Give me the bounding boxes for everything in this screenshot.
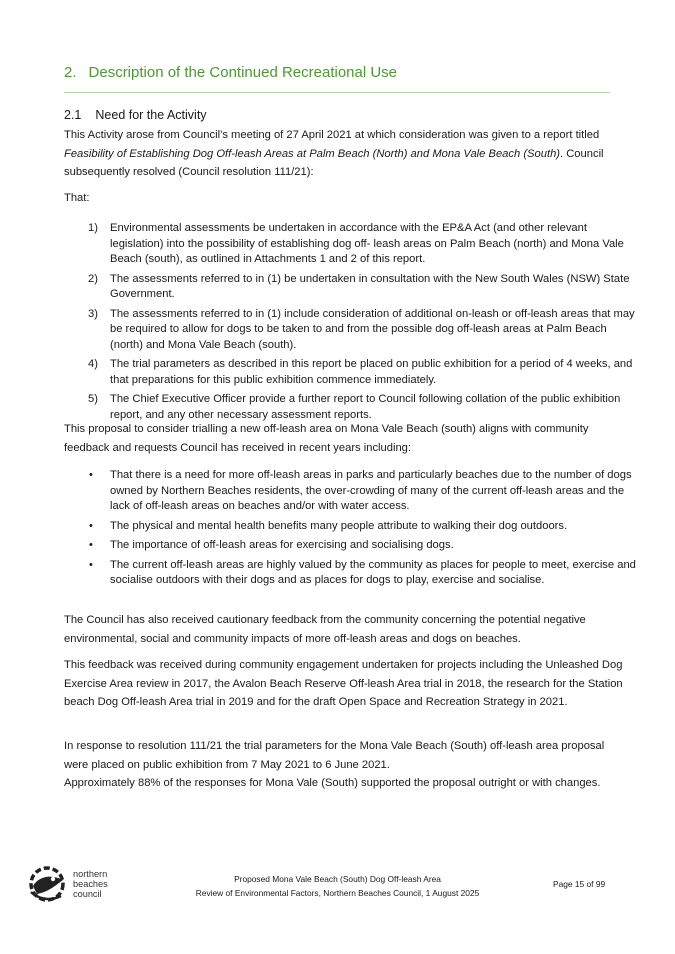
cautionary-paragraph: The Council has also received cautionary feedback from the community concerning the potential negative environmental, social and community impacts of more off-leash areas and dogs on beaches.: [64, 614, 586, 645]
bullet-marker: •: [89, 539, 93, 551]
feedback-list: [64, 468, 639, 593]
report-title: Feasibility of Establishing Dog Off-leash Areas at Palm Beach (North) and Mona Vale Beach (South): [64, 147, 561, 160]
list-item: [64, 519, 639, 535]
intro-text-part1: This Activity arose from Council’s meeting of 27 April 2021 at which consideration was given to a report titled: [64, 129, 600, 141]
list-item-text: That there is a need for more off-leash areas in parks and particularly beaches due to the number of dogs owned by Northern Beaches residents, the over-crowding of many of the current off-leash areas and the lack of off-leash areas on beaches and/or with water access.: [110, 469, 632, 512]
list-item-text: The current off-leash areas are highly valued by the community as places for people to meet, exercise and socialise outdoors with their dogs and as places for dogs to play, exercise and socialise.: [110, 558, 636, 586]
subsection-heading: [64, 108, 207, 122]
list-item: [64, 272, 639, 303]
response-paragraph: [64, 737, 624, 793]
list-item-text: The trial parameters as described in this report be placed on public exhibition for a period of 4 weeks, and that preparations for this public exhibition commence immediately.: [110, 358, 633, 386]
footer-line-1: Proposed Mona Vale Beach (South) Dog Off-leash Area: [234, 874, 441, 884]
engagement-paragraph: This feedback was received during community engagement undertaken for projects including the Unleashed Dog Exercise Area review in 2017, the Avalon Beach Reserve Off-leash Area trial in 2018, the research for the Station beach Dog Off-leash Area trial in 2019 and for the draft Open Space and Recreation Strategy in 2021.: [64, 659, 623, 709]
list-item-text: The Chief Executive Officer provide a further report to Council following collation of the public exhibition report, and any other necessary assessment reports.: [110, 393, 621, 421]
list-item-text: The assessments referred to in (1) be undertaken in consultation with the New South Wales (NSW) State Government.: [110, 272, 630, 300]
list-item: [64, 538, 639, 554]
bullet-marker: •: [89, 469, 93, 481]
list-item-text: The assessments referred to in (1) include consideration of additional on-leash or off-leash areas that may be required to allow for dogs to be taken to and from the possible dog off-leash areas at Palm Beach (north) and Mona Vale Beach (south).: [110, 307, 635, 351]
list-marker: 1): [88, 222, 98, 234]
list-item: [64, 221, 639, 268]
logo-line: northern: [73, 869, 108, 879]
list-marker: 4): [88, 358, 98, 370]
list-item-text: The physical and mental health benefits many people attribute to walking their dog outdoors.: [110, 519, 568, 532]
list-marker: 2): [88, 272, 98, 285]
intro-paragraph: [64, 126, 624, 182]
list-item-text: The importance of off-leash areas for exercising and socialising dogs.: [110, 539, 454, 551]
page-number: Page 15 of 99: [553, 879, 606, 889]
response-line-1: In response to resolution 111/21 the trial parameters for the Mona Vale Beach (South) off-leash area proposal were placed on public exhibition from 7 May 2021 to 6 June 2021.: [64, 740, 605, 771]
logo-line: council: [73, 889, 102, 899]
list-item: [64, 558, 639, 589]
section-title: Description of the Continued Recreational Use: [88, 64, 398, 81]
subsection-number: 2.1: [64, 108, 82, 122]
resolution-list: [64, 221, 639, 427]
list-item: [64, 307, 639, 354]
bullet-marker: •: [89, 558, 93, 571]
subsection-title: Need for the Activity: [95, 108, 207, 122]
list-item: [64, 468, 639, 515]
bullet-marker: •: [89, 519, 93, 532]
logo-line: beaches: [73, 879, 108, 889]
list-item: [64, 392, 639, 423]
list-item-text: Environmental assessments be undertaken in accordance with the EP&A Act (and other relevant legislation) into the possibility of establishing dog off- leash areas on Palm Beach (north) and Mona Vale Beach (south), as outlined in Attachments 1 and 2 of this report.: [110, 222, 624, 265]
intro-text-part2: . Council subsequently resolved (Council resolution 111/21):: [64, 147, 604, 179]
list-item: [64, 357, 639, 388]
section-number: 2.: [64, 64, 77, 81]
footer-line-2: Review of Environmental Factors, Northern Beaches Council, 1 August 2025: [195, 888, 480, 898]
list-marker: 3): [88, 307, 98, 320]
that-label: That:: [64, 192, 90, 204]
response-line-2: Approximately 88% of the responses for Mona Vale (South) supported the proposal outright or with changes.: [64, 777, 601, 790]
section-heading: [64, 64, 610, 93]
list-marker: 5): [88, 393, 98, 405]
proposal-paragraph: This proposal to consider trialling a new off-leash area on Mona Vale Beach (south) aligns with community feedback and requests Council has received in recent years including:: [64, 423, 589, 454]
